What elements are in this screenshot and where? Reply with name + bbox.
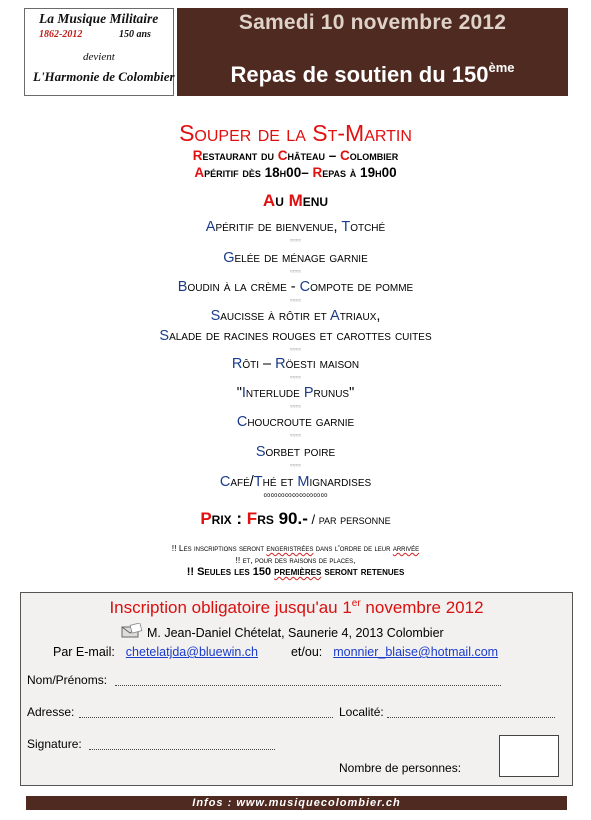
menu-dish-8: Choucroute garnie [236,414,355,430]
note-text: !! Les inscriptions seront [171,543,267,553]
logo-anniversary: 150 ans [119,29,151,40]
email-link-1[interactable]: chetelatjda@bluewin.ch [125,645,259,659]
signature-label: Signature: [27,737,82,751]
form-title-text: Inscription obligatoire jusqu'au 1 [109,598,352,617]
address-label: Adresse: [27,705,75,719]
event-times: Apéritif dès 18h00– Repas à 19h00 [194,165,397,180]
name-field[interactable] [115,685,501,686]
menu-separator: ≈≈≈≈ [290,375,301,381]
menu-separator: ≈≈≈≈ [290,298,301,304]
note-text: !! Seules les 150 [186,566,275,578]
note-text: seront retenues [321,566,405,578]
logo [24,8,174,96]
registration-form [20,592,573,786]
email-link-2[interactable]: monnier_blaise@hotmail.com [333,645,499,659]
menu-separator: ≈≈≈≈ [290,404,301,410]
note-line-3 [0,566,591,578]
note-text: premières [274,566,322,578]
form-address: M. Jean-Daniel Chételat, Saunerie 4, 2013 Colombier [147,626,444,640]
event-venue: Restaurant du Château – Colombier [192,148,399,163]
persons-count-box[interactable] [499,735,559,777]
logo-years: 1862-2012 [39,29,83,40]
menu-dish-3: Boudin à la crème - Compote de pomme [177,279,414,295]
note-text: engeristrées [266,543,314,553]
city-label: Localité: [339,705,384,719]
menu-dish-6: Rôti – Röesti maison [231,356,360,372]
email-or-label: et/ou: [290,645,323,659]
note-line-1 [0,543,591,553]
email-label: Par E-mail: [53,645,115,659]
menu-separator: ≈≈≈≈ [290,433,301,439]
logo-line-1: La Musique Militaire [39,11,159,26]
logo-line-3: devient [83,51,115,63]
form-title-end: novembre 2012 [360,598,484,617]
note-text: dans l'ordre de leur [313,543,393,553]
price: Prix : Frs 90.- / par personne [200,509,391,528]
menu-dish-1: Apéritif de bienvenue, Totché [205,219,386,235]
note-text: arrivée [392,543,420,553]
persons-label: Nombre de personnes: [339,761,462,775]
menu-separator: ≈≈≈≈ [290,347,301,353]
menu-separator: ≈≈≈≈ [290,269,301,275]
banner-title-text: Repas de soutien du 150 [230,62,489,87]
address-field[interactable] [79,717,333,718]
menu-dish-7: "Interlude Prunus" [236,385,355,401]
form-title-sup: er [351,598,361,609]
form-email-row [53,645,498,659]
city-field[interactable] [387,717,555,718]
menu-separator: ≈≈≈≈ [290,463,301,469]
form-title [21,598,572,618]
menu-end-separator: ∞∞∞∞∞∞∞∞∞ [263,490,328,501]
footer-info: Infos : www.musiquecolombier.ch [26,796,567,810]
banner-title [177,60,568,88]
menu-separator: ≈≈≈≈ [290,238,301,244]
signature-field[interactable] [89,749,275,750]
note-line-2: !! et, pour des raisons de places, [235,555,356,565]
menu-dish-4: Saucisse à rôtir et Atriaux, [210,308,381,324]
menu-dish-5: Salade de racines rouges et carottes cuites [159,328,432,344]
menu-dish-9: Sorbet poire [255,444,336,460]
banner-date: Samedi 10 novembre 2012 [238,11,507,34]
banner-title-sup: ème [488,60,515,75]
header-banner [177,8,568,96]
event-title: Souper de la St-Martin [179,120,412,146]
menu-dish-2: Gelée de ménage garnie [223,250,368,266]
name-label: Nom/Prénoms: [27,673,108,687]
menu-heading: Au Menu [262,191,329,210]
logo-line-4: L'Harmonie de Colombier [33,69,175,84]
menu-dish-10: Café/Thé et Mignardises [219,474,372,490]
envelope-icon [121,623,143,639]
venue-text: estaurant du [202,148,278,163]
